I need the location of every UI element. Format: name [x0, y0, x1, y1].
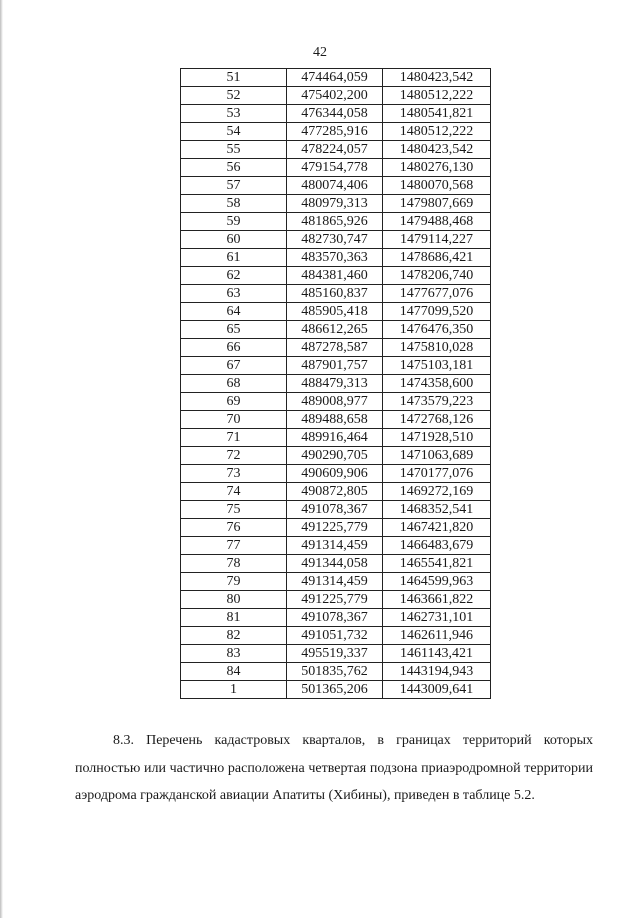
table-row	[181, 321, 491, 339]
y-coordinate-cell: 1478206,740	[383, 267, 491, 285]
y-coordinate-cell: 1472768,126	[383, 411, 491, 429]
x-coordinate-cell: 485160,837	[287, 285, 383, 303]
point-number-cell: 73	[181, 465, 287, 483]
point-number-cell: 69	[181, 393, 287, 411]
y-coordinate-cell: 1475103,181	[383, 357, 491, 375]
y-coordinate-cell: 1479807,669	[383, 195, 491, 213]
point-number-cell: 65	[181, 321, 287, 339]
x-coordinate-cell: 489008,977	[287, 393, 383, 411]
point-number-cell: 64	[181, 303, 287, 321]
table-row	[181, 231, 491, 249]
y-coordinate-cell: 1476476,350	[383, 321, 491, 339]
point-number-cell: 60	[181, 231, 287, 249]
x-coordinate-cell: 482730,747	[287, 231, 383, 249]
table-row	[181, 591, 491, 609]
x-coordinate-cell: 481865,926	[287, 213, 383, 231]
table-row	[181, 159, 491, 177]
y-coordinate-cell: 1479114,227	[383, 231, 491, 249]
point-number-cell: 79	[181, 573, 287, 591]
table-row	[181, 213, 491, 231]
x-coordinate-cell: 491314,459	[287, 573, 383, 591]
point-number-cell: 82	[181, 627, 287, 645]
point-number-cell: 67	[181, 357, 287, 375]
y-coordinate-cell: 1480423,542	[383, 141, 491, 159]
point-number-cell: 68	[181, 375, 287, 393]
point-number-cell: 71	[181, 429, 287, 447]
page-number: 42	[313, 45, 327, 60]
point-number-cell: 57	[181, 177, 287, 195]
table-row	[181, 645, 491, 663]
x-coordinate-cell: 490872,805	[287, 483, 383, 501]
y-coordinate-cell: 1473579,223	[383, 393, 491, 411]
y-coordinate-cell: 1474358,600	[383, 375, 491, 393]
table-row	[181, 393, 491, 411]
y-coordinate-cell: 1480512,222	[383, 123, 491, 141]
x-coordinate-cell: 495519,337	[287, 645, 383, 663]
table-row	[181, 411, 491, 429]
y-coordinate-cell: 1477099,520	[383, 303, 491, 321]
y-coordinate-cell: 1471063,689	[383, 447, 491, 465]
point-number-cell: 55	[181, 141, 287, 159]
point-number-cell: 59	[181, 213, 287, 231]
y-coordinate-cell: 1471928,510	[383, 429, 491, 447]
table-row	[181, 87, 491, 105]
point-number-cell: 84	[181, 663, 287, 681]
point-number-cell: 76	[181, 519, 287, 537]
table-row	[181, 105, 491, 123]
point-number-cell: 54	[181, 123, 287, 141]
x-coordinate-cell: 476344,058	[287, 105, 383, 123]
y-coordinate-cell: 1462731,101	[383, 609, 491, 627]
table-row	[181, 573, 491, 591]
x-coordinate-cell: 486612,265	[287, 321, 383, 339]
table-row	[181, 195, 491, 213]
x-coordinate-cell: 501365,206	[287, 681, 383, 699]
x-coordinate-cell: 490290,705	[287, 447, 383, 465]
x-coordinate-cell: 483570,363	[287, 249, 383, 267]
point-number-cell: 83	[181, 645, 287, 663]
table-row	[181, 357, 491, 375]
table-row	[181, 483, 491, 501]
point-number-cell: 51	[181, 69, 287, 87]
table-row	[181, 447, 491, 465]
point-number-cell: 1	[181, 681, 287, 699]
x-coordinate-cell: 480979,313	[287, 195, 383, 213]
y-coordinate-cell: 1463661,822	[383, 591, 491, 609]
table-row	[181, 429, 491, 447]
x-coordinate-cell: 490609,906	[287, 465, 383, 483]
table-row	[181, 627, 491, 645]
x-coordinate-cell: 501835,762	[287, 663, 383, 681]
point-number-cell: 56	[181, 159, 287, 177]
x-coordinate-cell: 489916,464	[287, 429, 383, 447]
y-coordinate-cell: 1475810,028	[383, 339, 491, 357]
table-row	[181, 663, 491, 681]
table-row	[181, 519, 491, 537]
point-number-cell: 61	[181, 249, 287, 267]
table-row	[181, 267, 491, 285]
table-row	[181, 249, 491, 267]
x-coordinate-cell: 485905,418	[287, 303, 383, 321]
point-number-cell: 70	[181, 411, 287, 429]
x-coordinate-cell: 474464,059	[287, 69, 383, 87]
table-row	[181, 501, 491, 519]
y-coordinate-cell: 1443009,641	[383, 681, 491, 699]
table-row	[181, 609, 491, 627]
x-coordinate-cell: 491225,779	[287, 519, 383, 537]
point-number-cell: 72	[181, 447, 287, 465]
x-coordinate-cell: 488479,313	[287, 375, 383, 393]
y-coordinate-cell: 1467421,820	[383, 519, 491, 537]
x-coordinate-cell: 487901,757	[287, 357, 383, 375]
point-number-cell: 80	[181, 591, 287, 609]
y-coordinate-cell: 1462611,946	[383, 627, 491, 645]
y-coordinate-cell: 1466483,679	[383, 537, 491, 555]
table-row	[181, 465, 491, 483]
y-coordinate-cell: 1480276,130	[383, 159, 491, 177]
section-paragraph: 8.3. Перечень кадастровых кварталов, в границах территорий которых полностью или частично расположена четвертая подзона приаэродромной территории аэродрома гражданской авиации Апатиты (Хибины), приведен в таблице 5.2.	[75, 733, 593, 803]
point-number-cell: 74	[181, 483, 287, 501]
y-coordinate-cell: 1461143,421	[383, 645, 491, 663]
page-edge	[0, 0, 3, 918]
point-number-cell: 78	[181, 555, 287, 573]
x-coordinate-cell: 491314,459	[287, 537, 383, 555]
x-coordinate-cell: 484381,460	[287, 267, 383, 285]
point-number-cell: 52	[181, 87, 287, 105]
x-coordinate-cell: 491078,367	[287, 501, 383, 519]
y-coordinate-cell: 1470177,076	[383, 465, 491, 483]
x-coordinate-cell: 478224,057	[287, 141, 383, 159]
point-number-cell: 63	[181, 285, 287, 303]
point-number-cell: 77	[181, 537, 287, 555]
y-coordinate-cell: 1479488,468	[383, 213, 491, 231]
table-row	[181, 69, 491, 87]
y-coordinate-cell: 1480512,222	[383, 87, 491, 105]
coordinates-table-body	[181, 69, 491, 699]
point-number-cell: 75	[181, 501, 287, 519]
coordinates-table	[180, 68, 491, 699]
y-coordinate-cell: 1465541,821	[383, 555, 491, 573]
x-coordinate-cell: 491225,779	[287, 591, 383, 609]
x-coordinate-cell: 491344,058	[287, 555, 383, 573]
y-coordinate-cell: 1480423,542	[383, 69, 491, 87]
table-row	[181, 555, 491, 573]
table-row	[181, 681, 491, 699]
y-coordinate-cell: 1478686,421	[383, 249, 491, 267]
y-coordinate-cell: 1468352,541	[383, 501, 491, 519]
y-coordinate-cell: 1480070,568	[383, 177, 491, 195]
y-coordinate-cell: 1443194,943	[383, 663, 491, 681]
x-coordinate-cell: 479154,778	[287, 159, 383, 177]
table-row	[181, 285, 491, 303]
table-row	[181, 123, 491, 141]
x-coordinate-cell: 491051,732	[287, 627, 383, 645]
x-coordinate-cell: 487278,587	[287, 339, 383, 357]
point-number-cell: 58	[181, 195, 287, 213]
x-coordinate-cell: 477285,916	[287, 123, 383, 141]
table-row	[181, 375, 491, 393]
x-coordinate-cell: 475402,200	[287, 87, 383, 105]
y-coordinate-cell: 1469272,169	[383, 483, 491, 501]
table-row	[181, 303, 491, 321]
y-coordinate-cell: 1477677,076	[383, 285, 491, 303]
point-number-cell: 66	[181, 339, 287, 357]
table-row	[181, 339, 491, 357]
y-coordinate-cell: 1464599,963	[383, 573, 491, 591]
point-number-cell: 81	[181, 609, 287, 627]
x-coordinate-cell: 480074,406	[287, 177, 383, 195]
table-row	[181, 141, 491, 159]
x-coordinate-cell: 491078,367	[287, 609, 383, 627]
y-coordinate-cell: 1480541,821	[383, 105, 491, 123]
x-coordinate-cell: 489488,658	[287, 411, 383, 429]
point-number-cell: 62	[181, 267, 287, 285]
point-number-cell: 53	[181, 105, 287, 123]
table-row	[181, 537, 491, 555]
table-row	[181, 177, 491, 195]
